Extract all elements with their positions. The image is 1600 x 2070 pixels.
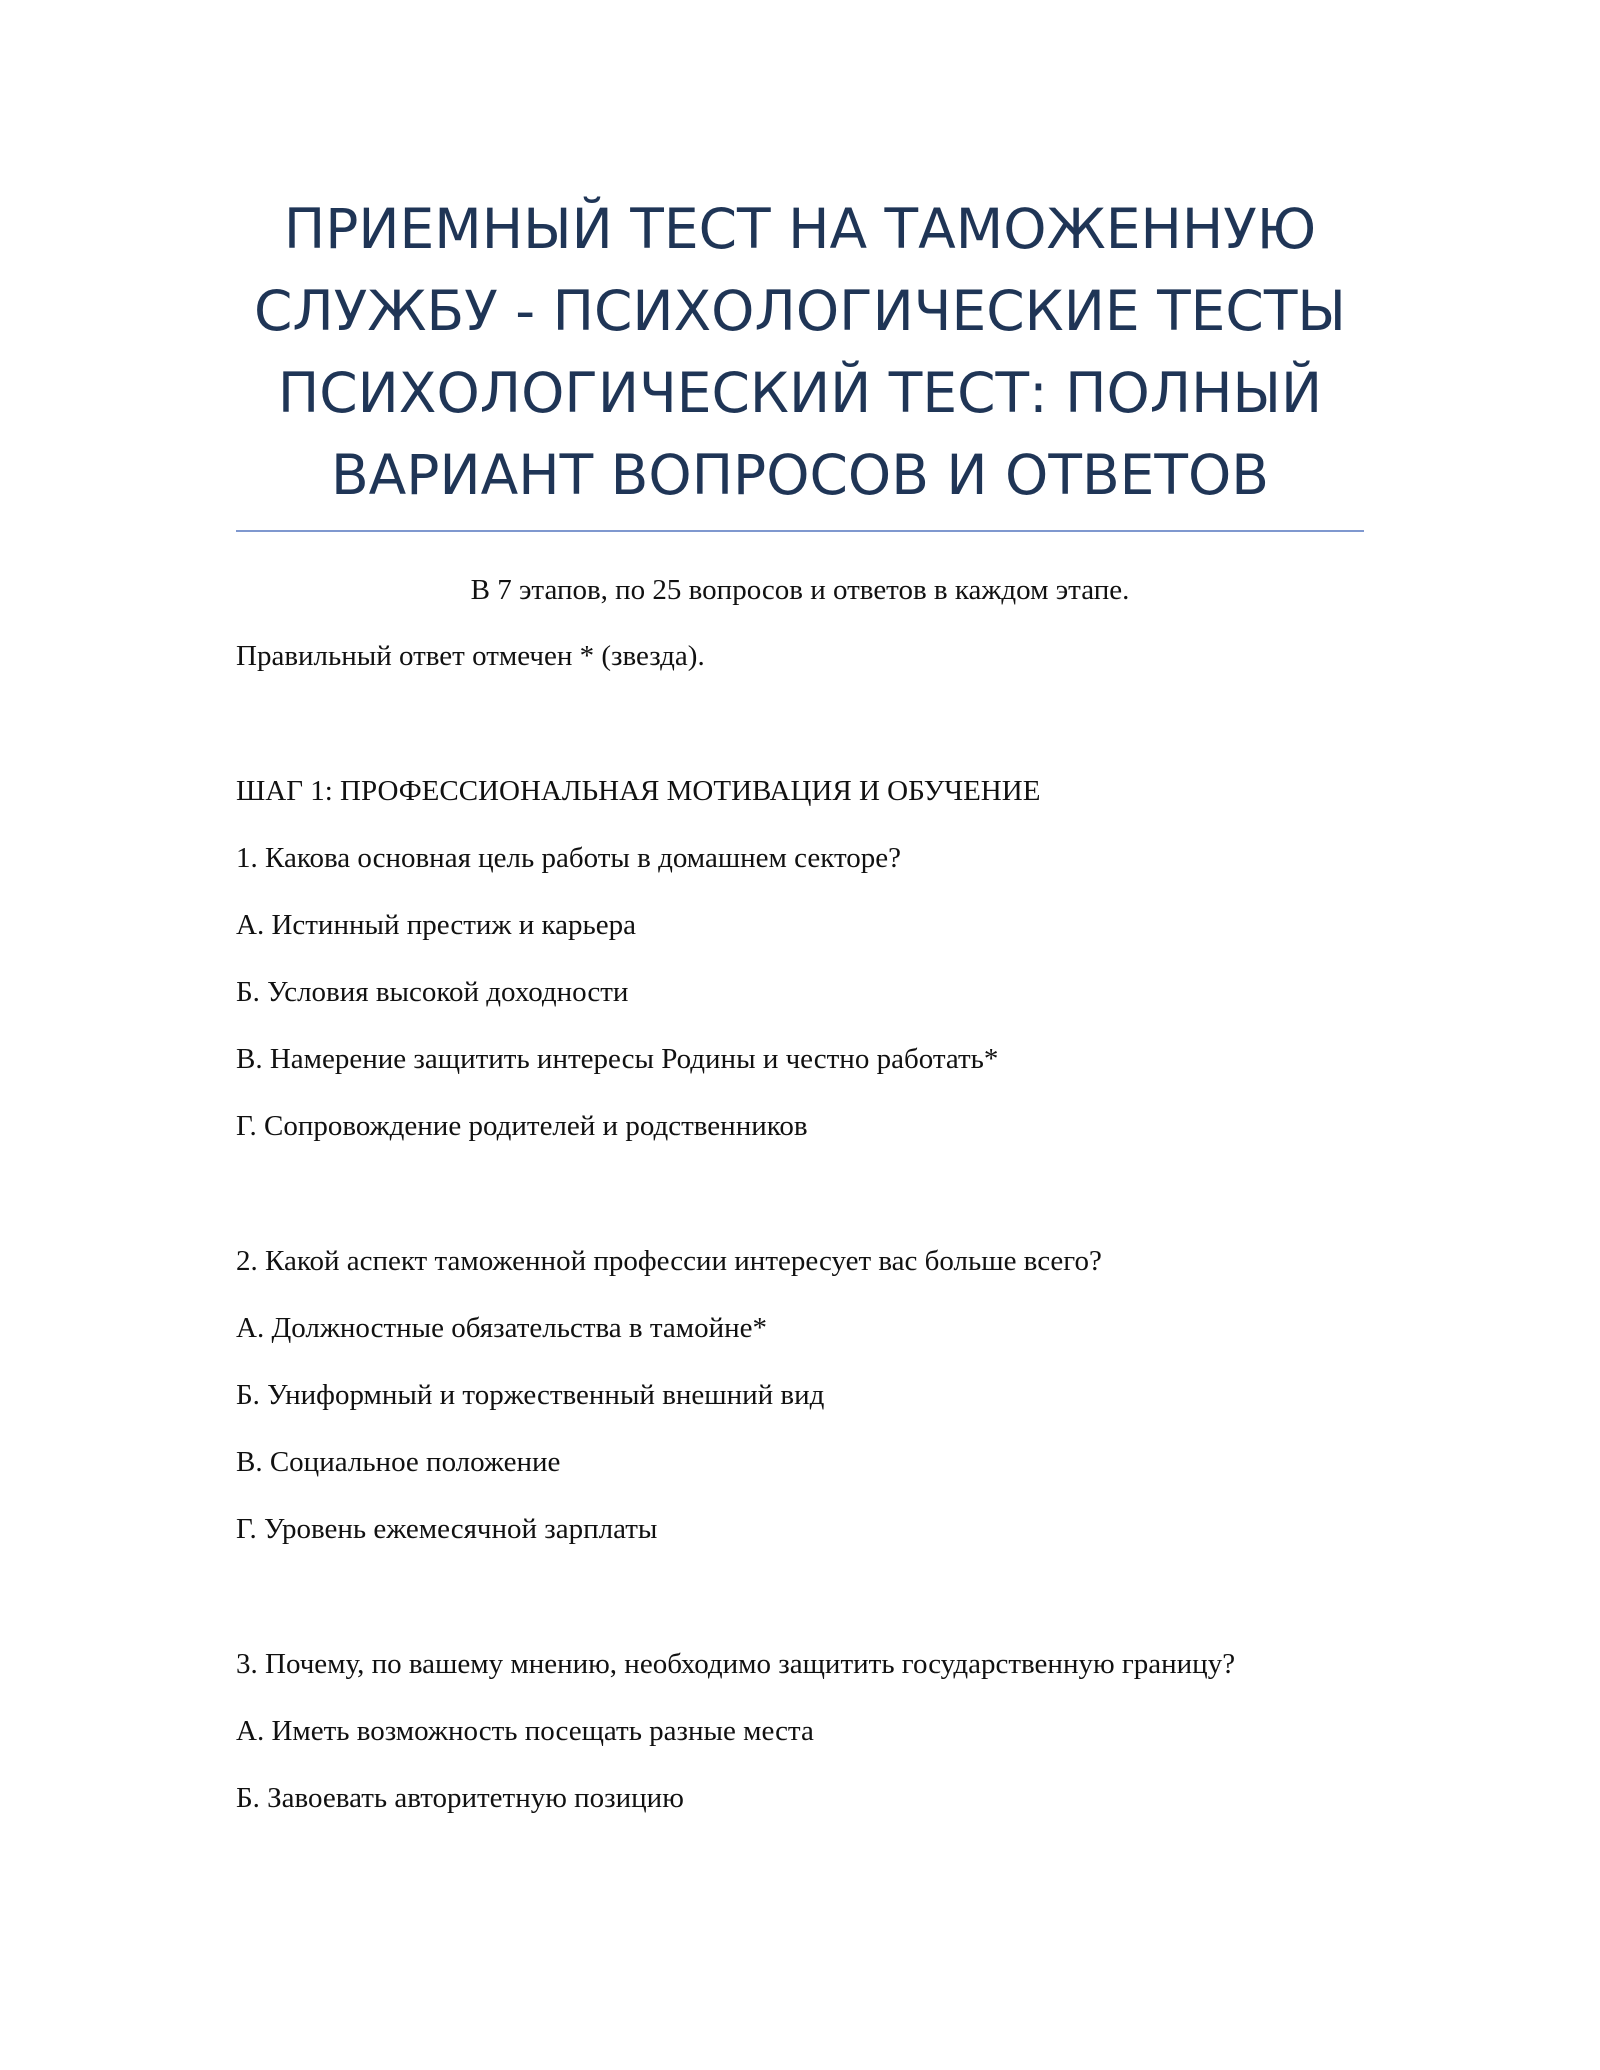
question-1-option-a: А. Истинный престиж и карьера [236, 909, 636, 941]
step-heading: ШАГ 1: ПРОФЕССИОНАЛЬНАЯ МОТИВАЦИЯ И ОБУЧЕНИЕ [236, 775, 1041, 807]
question-3-option-b: Б. Завоевать авторитетную позицию [236, 1782, 684, 1814]
question-2-option-c: В. Социальное положение [236, 1446, 561, 1478]
intro-text: В 7 этапов, по 25 вопросов и ответов в каждом этапе. [470, 574, 1130, 606]
title-line-2: СЛУЖБУ - ПСИХОЛОГИЧЕСКИЕ ТЕСТЫ [254, 279, 1346, 343]
question-2: 2. Какой аспект таможенной профессии интересует вас больше всего? [236, 1245, 1102, 1277]
question-3: 3. Почему, по вашему мнению, необходимо защитить государственную границу? [236, 1648, 1236, 1680]
question-1-option-c: В. Намерение защитить интересы Родины и честно работать* [236, 1043, 999, 1075]
question-2-option-a: А. Должностные обязательства в тамойне* [236, 1312, 768, 1344]
document-title [236, 188, 1364, 516]
title-line-1: ПРИЕМНЫЙ ТЕСТ НА ТАМОЖЕННУЮ [283, 197, 1317, 261]
title-underline-divider [236, 530, 1364, 532]
answer-note: Правильный ответ отмечен * (звезда). [236, 640, 705, 672]
question-1: 1. Какова основная цель работы в домашнем секторе? [236, 842, 901, 874]
title-line-3: ПСИХОЛОГИЧЕСКИЙ ТЕСТ: ПОЛНЫЙ [277, 361, 1323, 425]
question-1-option-b: Б. Условия высокой доходности [236, 976, 629, 1008]
question-2-option-b: Б. Униформный и торжественный внешний вид [236, 1379, 825, 1411]
question-3-option-a: А. Иметь возможность посещать разные места [236, 1715, 814, 1747]
question-1-option-d: Г. Сопровождение родителей и родственников [236, 1110, 808, 1142]
title-line-4: ВАРИАНТ ВОПРОСОВ И ОТВЕТОВ [330, 443, 1270, 507]
question-2-option-d: Г. Уровень ежемесячной зарплаты [236, 1513, 658, 1545]
